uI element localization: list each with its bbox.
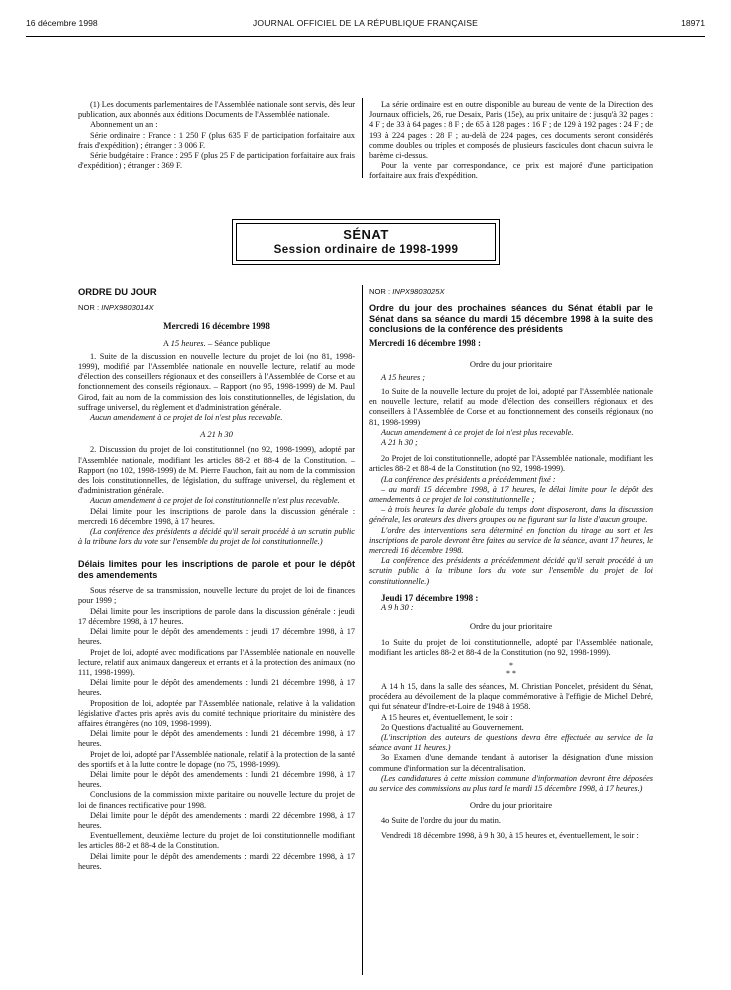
journal-title: JOURNAL OFFICIEL DE LA RÉPUBLIQUE FRANÇAISE bbox=[252, 18, 479, 28]
deadline-item: Délai limite pour le dépôt des amendements : mardi 22 décembre 1998, à 17 heures. bbox=[78, 810, 355, 830]
agenda-note: Aucun amendement à ce projet de loi n'est plus recevable. bbox=[90, 413, 283, 423]
prochaines-seances-column bbox=[369, 287, 653, 841]
session-time: A 21 h 30 bbox=[200, 429, 233, 440]
agenda-item: 1o Suite du projet de loi constitutionnelle, adopté par l'Assemblée nationale, modifiant les articles 88-2 et 88-4 de la Constitution (no 92, 1998-1999). bbox=[369, 637, 653, 657]
note-paragraph: Série budgétaire : France : 295 F (plus 25 F de participation forfaitaire aux frais d'expédition) ; étranger : 369 F. bbox=[78, 151, 355, 171]
session-time: A 15 heures et, éventuellement, le soir : bbox=[381, 712, 513, 722]
agenda-item: Vendredi 18 décembre 1998, à 9 h 30, à 15 heures et, éventuellement, le soir : bbox=[381, 830, 639, 840]
note-paragraph: Série ordinaire : France : 1 250 F (plus 635 F de participation forfaitaire aux frais d'expédition) ; étranger : 3 006 F. bbox=[78, 130, 355, 150]
agenda-note: (La conférence des présidents a précédemment fixé : bbox=[381, 474, 556, 484]
separator-stars: * * * bbox=[506, 660, 516, 678]
deadline-item: Projet de loi, adopté par l'Assemblée nationale, relatif à la protection de la santé des sportifs et à la lutte contre le dopage (no 75, 1998-1999). bbox=[78, 749, 355, 769]
agenda-title: Ordre du jour des prochaines séances du Sénat établi par le Sénat dans sa séance du mardi 15 décembre 1998 à la suite des conclusions de la conférence des présidents bbox=[369, 303, 653, 335]
deadline-item: Proposition de loi, adoptée par l'Assemblée nationale, relative à la validation législative d'actes pris après avis du comité technique prioritaire du ministère des affaires étrangères (no 109, 1998-1999). bbox=[78, 698, 355, 728]
note-paragraph: La série ordinaire est en outre disponible au bureau de vente de la Direction des Journaux officiels, 26, rue Desaix, Paris (15e), au prix unitaire de : jusqu'à 32 pages : 4 F ; de 33 à 64 pages : 8 F ; de 65 à 128 pages : 16 F ; de 129 à 192 pages : 24 F ; de 193 à 224 pages : 28 F ; au-delà de 224 pages, ces documents seront considérés comme doubles ou triples et composés de plusieurs fascicules dont chacun suivra le barème ci-dessus. bbox=[369, 100, 653, 161]
agenda-note: (La conférence des présidents a décidé qu'il serait procédé à un scrutin public à la tribune lors du vote sur l'ensemble du projet de loi constitutionnelle.) bbox=[78, 527, 355, 547]
agenda-item: 3o Examen d'une demande tendant à autoriser la désignation d'une mission commune d'information sur la décentralisation. bbox=[369, 753, 653, 773]
deadline-item: Délai limite pour le dépôt des amendements : mardi 22 décembre 1998, à 17 heures. bbox=[78, 851, 355, 871]
agenda-note: Aucun amendement à ce projet de loi n'est plus recevable. bbox=[381, 427, 574, 437]
agenda-note: – au mardi 15 décembre 1998, à 17 heures, le délai limite pour le dépôt des amendements à ce projet de loi constitutionnelle ; bbox=[369, 484, 653, 505]
deadline-item: Délai limite pour le dépôt des amendements : jeudi 17 décembre 1998, à 17 heures. bbox=[78, 627, 355, 647]
agenda-limit: Délai limite pour les inscriptions de parole dans la discussion générale : mercredi 16 décembre 1998, à 17 heures. bbox=[78, 506, 355, 526]
page-number: 18971 bbox=[681, 18, 705, 28]
agenda-note: (Les candidatures à cette mission commune d'information devront être déposées au service des commissions au plus tard le mardi 15 décembre 1998, à 17 heures.) bbox=[369, 773, 653, 793]
session-date: Mercredi 16 décembre 1998 bbox=[163, 321, 270, 332]
agenda-item: 1. Suite de la discussion en nouvelle lecture du projet de loi (no 81, 1998-1999), modifié par l'Assemblée nationale en nouvelle lecture, relatif au mode d'élection des conseillers régionaux et des conseillers à l'Assemblée de Corse et au fonctionnement des conseils régionaux. – Rapport (no 95, 1998-1999) de M. Paul Girod, fait au nom de la commission des lois constitutionnelles, de législation, du suffrage universel, du règlement et d'administration générale. bbox=[78, 351, 355, 412]
session-date: Mercredi 16 décembre 1998 : bbox=[369, 338, 481, 349]
senat-title: SÉNAT bbox=[343, 227, 389, 242]
session-time: A 15 heures. – Séance publique bbox=[162, 337, 271, 348]
header-rule bbox=[26, 36, 705, 37]
agenda-item: A 14 h 15, dans la salle des séances, M. Christian Poncelet, président du Sénat, procédera au dévoilement de la plaque commémorative à l'effigie de Michel Debré, qui fut sénateur d'Indre-et-Loire de 1948 à 1958. bbox=[369, 681, 653, 712]
nor-reference: NOR : INPX9803025X bbox=[369, 287, 445, 296]
priority-heading: Ordre du jour prioritaire bbox=[469, 358, 553, 369]
agenda-item: 1o Suite de la nouvelle lecture du projet de loi, adopté par l'Assemblée nationale en nouvelle lecture, relatif au mode d'élection des conseillers régionaux et des conseillers à l'Assemblée de Corse et au fonctionnement des conseils régionaux (no 81, 1998-1999) bbox=[369, 387, 653, 427]
agenda-item: 2o Projet de loi constitutionnelle, adopté par l'Assemblée nationale, modifiant les articles 88-2 et 88-4 de la Constitution (no 92, 1998-1999). bbox=[369, 454, 653, 474]
note-paragraph: Abonnement un an : bbox=[90, 120, 158, 130]
priority-heading: Ordre du jour prioritaire bbox=[469, 800, 553, 811]
agenda-item: 2. Discussion du projet de loi constitutionnel (no 92, 1998-1999), adopté par l'Assemblée nationale, modifiant les articles 88-2 et 88-4 de la Constitution. – Rapport (no 102, 1998-1999) de M. Pierre Fauchon, fait au nom de la commission des lois constitutionnelles, de législation, du suffrage universel, du règlement et d'administration générale. bbox=[78, 445, 355, 496]
deadline-item: Délai limite pour les inscriptions de parole dans la discussion générale : jeudi 17 décembre 1998, à 17 heures. bbox=[78, 606, 355, 626]
agenda-item: 4o Suite de l'ordre du jour du matin. bbox=[381, 816, 501, 826]
note-paragraph: Pour la vente par correspondance, ce prix est majoré d'une participation forfaitaire aux frais d'expédition. bbox=[369, 161, 653, 181]
deadline-item: Projet de loi, adopté avec modifications par l'Assemblée nationale en nouvelle lecture, relatif aux animaux dangereux et errants et à la protection des animaux (no 111, 1998-1999). bbox=[78, 647, 355, 677]
priority-heading: Ordre du jour prioritaire bbox=[469, 621, 553, 632]
deadlines-heading: Délais limites pour les inscriptions de parole et pour le dépôt des amendements bbox=[78, 559, 355, 580]
deadline-item: Conclusions de la commission mixte paritaire ou nouvelle lecture du projet de loi de finances rectificative pour 1998. bbox=[78, 790, 355, 810]
session-time: A 15 heures ; bbox=[381, 372, 426, 382]
note-paragraph: (1) Les documents parlementaires de l'Assemblée nationale sont servis, dès leur publication, aux abonnés aux éditions Documents de l'Assemblée nationale. bbox=[78, 100, 355, 120]
column-divider bbox=[362, 285, 363, 975]
agenda-note: Aucun amendement à ce projet de loi constitutionnelle n'est plus recevable. bbox=[90, 496, 340, 506]
subscription-note bbox=[78, 100, 355, 171]
senat-title-box bbox=[232, 219, 500, 265]
agenda-item: 2o Questions d'actualité au Gouvernement. bbox=[381, 722, 524, 732]
session-title: Session ordinaire de 1998-1999 bbox=[273, 243, 459, 256]
deadline-item: Eventuellement, deuxième lecture du projet de loi constitutionnelle modifiant les articles 88-2 et 88-4 de la Constitution. bbox=[78, 831, 355, 851]
page-header bbox=[26, 18, 705, 32]
agenda-note: (L'inscription des auteurs de questions devra être effectuée au service de la séance avant 11 heures.) bbox=[369, 732, 653, 753]
sales-note bbox=[369, 100, 653, 182]
column-divider bbox=[362, 98, 363, 178]
header-date: 16 décembre 1998 bbox=[26, 18, 98, 28]
agenda-note: – à trois heures la durée globale du temps dont disposeront, dans la discussion générale, les orateurs des divers groupes ou ne figurant sur la liste d'aucun groupe. bbox=[369, 505, 653, 525]
deadline-item: Délai limite pour le dépôt des amendements : lundi 21 décembre 1998, à 17 heures. bbox=[78, 678, 355, 698]
ordre-du-jour-column bbox=[78, 287, 355, 872]
session-time: A 9 h 30 : bbox=[381, 603, 414, 613]
deadline-item: Sous réserve de sa transmission, nouvelle lecture du projet de loi de finances pour 1999 ; bbox=[78, 586, 355, 606]
session-time: A 21 h 30 ; bbox=[381, 438, 418, 448]
nor-reference: NOR : INPX9803014X bbox=[78, 303, 154, 313]
deadline-item: Délai limite pour le dépôt des amendements : lundi 21 décembre 1998, à 17 heures. bbox=[78, 729, 355, 749]
deadline-item: Délai limite pour le dépôt des amendements : lundi 21 décembre 1998, à 17 heures. bbox=[78, 769, 355, 790]
agenda-note: La conférence des présidents a précédemment décidé qu'il serait procédé à un scrutin public à la tribune lors du vote sur l'ensemble du projet de loi constitutionnelle.) bbox=[369, 556, 653, 586]
agenda-note: L'ordre des interventions sera déterminé en fonction du tirage au sort et les inscriptions de parole devront être faites au service de la séance, avant 17 heures, le mercredi 16 décembre 1998. bbox=[369, 525, 653, 556]
session-date: Jeudi 17 décembre 1998 : bbox=[381, 592, 479, 603]
section-heading: ORDRE DU JOUR bbox=[78, 286, 157, 297]
